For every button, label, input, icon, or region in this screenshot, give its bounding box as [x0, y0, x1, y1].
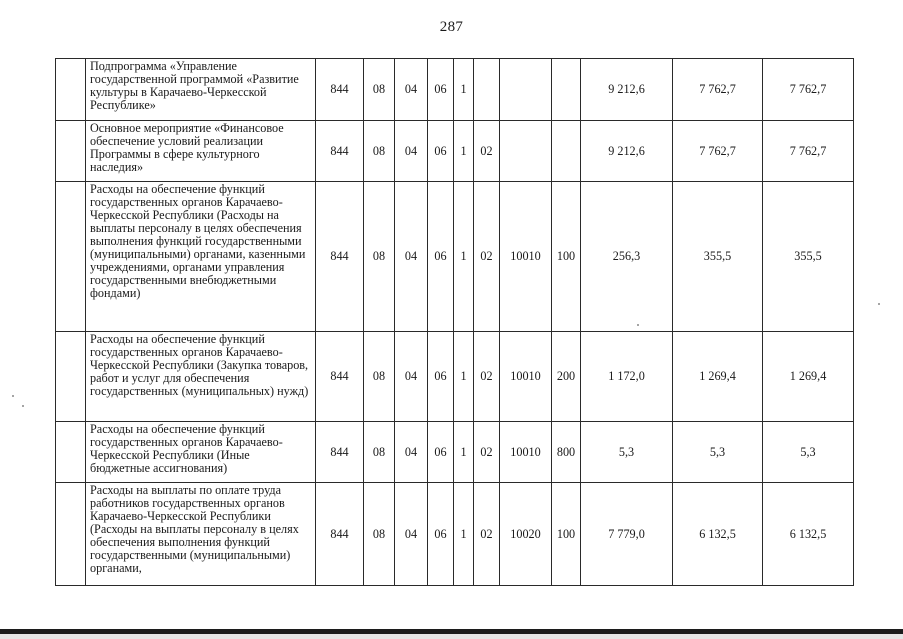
- budget-table: [55, 58, 854, 586]
- ministry-code-cell: 844: [316, 182, 364, 332]
- table-row: [56, 182, 854, 332]
- program-code-cell: 06: [428, 121, 454, 182]
- row-name-cell: Расходы на выплаты по оплате труда работников государственных органов Карачаево-Черкесской Республики (Расходы на выплаты персоналу в целях обеспечения выполнения функций государственными (муниципальными) органами,: [86, 483, 316, 586]
- amount-year-3-cell: 7 762,7: [763, 59, 854, 121]
- direction-code-cell: 10010: [500, 422, 552, 483]
- amount-year-3-cell: 6 132,5: [763, 483, 854, 586]
- page-number: 287: [439, 19, 464, 35]
- expense-type-cell: 100: [552, 182, 581, 332]
- section-code-cell: 08: [364, 483, 395, 586]
- subprogram-code-cell: 1: [454, 422, 474, 483]
- scan-bottom-shade: [0, 634, 903, 639]
- amount-year-1-cell: 1 172,0: [581, 332, 673, 422]
- scan-speck: [12, 395, 14, 397]
- event-code-cell: 02: [474, 483, 500, 586]
- program-code-cell: 06: [428, 332, 454, 422]
- section-code-cell: 08: [364, 332, 395, 422]
- row-name-cell: Основное мероприятие «Финансовое обеспечение условий реализации Программы в сфере культурного наследия»: [86, 121, 316, 182]
- table-row: [56, 121, 854, 182]
- index-cell: [56, 422, 86, 483]
- ministry-code-cell: 844: [316, 422, 364, 483]
- subprogram-code-cell: 1: [454, 59, 474, 121]
- row-name-cell: Подпрограмма «Управление государственной программой «Развитие культуры в Карачаево-Черкесской Республике»: [86, 59, 316, 121]
- row-name-cell: Расходы на обеспечение функций государственных органов Карачаево-Черкесской Республики (Расходы на выплаты персоналу в целях обеспечения выполнения функций государственными (муниципальными) органами, казенными учреждениями, органами управления государственными внебюджетными фондами): [86, 182, 316, 332]
- scan-speck: [878, 303, 880, 305]
- index-cell: [56, 59, 86, 121]
- table-row: [56, 59, 854, 121]
- amount-year-3-cell: 5,3: [763, 422, 854, 483]
- section-code-cell: 08: [364, 121, 395, 182]
- amount-year-1-cell: 7 779,0: [581, 483, 673, 586]
- event-code-cell: 02: [474, 422, 500, 483]
- amount-year-1-cell: 256,3: [581, 182, 673, 332]
- direction-code-cell: [500, 59, 552, 121]
- section-code-cell: 08: [364, 59, 395, 121]
- subsection-code-cell: 04: [395, 182, 428, 332]
- event-code-cell: 02: [474, 182, 500, 332]
- subsection-code-cell: 04: [395, 483, 428, 586]
- direction-code-cell: 10020: [500, 483, 552, 586]
- subprogram-code-cell: 1: [454, 483, 474, 586]
- subsection-code-cell: 04: [395, 121, 428, 182]
- amount-year-1-cell: 5,3: [581, 422, 673, 483]
- amount-year-2-cell: 7 762,7: [673, 121, 763, 182]
- ministry-code-cell: 844: [316, 121, 364, 182]
- subsection-code-cell: 04: [395, 422, 428, 483]
- subsection-code-cell: 04: [395, 59, 428, 121]
- index-cell: [56, 182, 86, 332]
- row-name-cell: Расходы на обеспечение функций государственных органов Карачаево-Черкесской Республики (Закупка товаров, работ и услуг для обеспечения государственных (муниципальных) нужд): [86, 332, 316, 422]
- row-name-cell: Расходы на обеспечение функций государственных органов Карачаево-Черкесской Республики (Иные бюджетные ассигнования): [86, 422, 316, 483]
- amount-year-1-cell: 9 212,6: [581, 121, 673, 182]
- amount-year-2-cell: 1 269,4: [673, 332, 763, 422]
- expense-type-cell: 800: [552, 422, 581, 483]
- amount-year-2-cell: 6 132,5: [673, 483, 763, 586]
- scan-speck: [637, 324, 639, 326]
- ministry-code-cell: 844: [316, 59, 364, 121]
- index-cell: [56, 483, 86, 586]
- ministry-code-cell: 844: [316, 332, 364, 422]
- program-code-cell: 06: [428, 422, 454, 483]
- subprogram-code-cell: 1: [454, 332, 474, 422]
- event-code-cell: [474, 59, 500, 121]
- amount-year-2-cell: 5,3: [673, 422, 763, 483]
- program-code-cell: 06: [428, 59, 454, 121]
- table-row: [56, 483, 854, 586]
- amount-year-2-cell: 355,5: [673, 182, 763, 332]
- program-code-cell: 06: [428, 483, 454, 586]
- expense-type-cell: 200: [552, 332, 581, 422]
- scan-speck: [22, 405, 24, 407]
- index-cell: [56, 121, 86, 182]
- event-code-cell: 02: [474, 332, 500, 422]
- program-code-cell: 06: [428, 182, 454, 332]
- direction-code-cell: [500, 121, 552, 182]
- amount-year-2-cell: 7 762,7: [673, 59, 763, 121]
- subprogram-code-cell: 1: [454, 121, 474, 182]
- subsection-code-cell: 04: [395, 332, 428, 422]
- ministry-code-cell: 844: [316, 483, 364, 586]
- table-row: [56, 332, 854, 422]
- section-code-cell: 08: [364, 422, 395, 483]
- table-row: [56, 422, 854, 483]
- subprogram-code-cell: 1: [454, 182, 474, 332]
- expense-type-cell: [552, 121, 581, 182]
- amount-year-3-cell: 7 762,7: [763, 121, 854, 182]
- index-cell: [56, 332, 86, 422]
- expense-type-cell: 100: [552, 483, 581, 586]
- amount-year-3-cell: 1 269,4: [763, 332, 854, 422]
- section-code-cell: 08: [364, 182, 395, 332]
- amount-year-1-cell: 9 212,6: [581, 59, 673, 121]
- direction-code-cell: 10010: [500, 182, 552, 332]
- event-code-cell: 02: [474, 121, 500, 182]
- direction-code-cell: 10010: [500, 332, 552, 422]
- expense-type-cell: [552, 59, 581, 121]
- amount-year-3-cell: 355,5: [763, 182, 854, 332]
